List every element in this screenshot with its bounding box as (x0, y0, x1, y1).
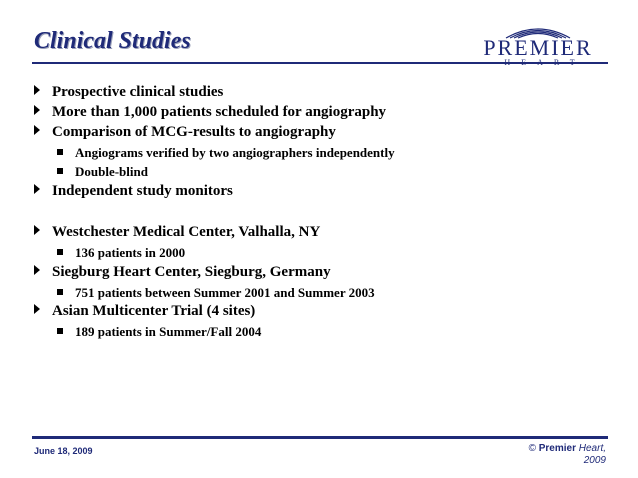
bullet-text: Comparison of MCG-results to angiography (52, 124, 336, 140)
bullet-item (34, 303, 255, 320)
square-bullet-icon (57, 249, 63, 255)
triangle-bullet-icon (34, 265, 40, 275)
bullet-item (34, 124, 336, 141)
footer-copyright (529, 443, 606, 467)
sub-bullet-item (57, 145, 395, 161)
bullet-text: Angiograms verified by two angiographers independently (75, 145, 395, 160)
bullet-text: More than 1,000 patients scheduled for angiography (52, 104, 387, 120)
bullet-item (34, 104, 386, 121)
slide-title: Clinical Studies (34, 28, 191, 54)
triangle-bullet-icon (34, 304, 40, 314)
triangle-bullet-icon (34, 225, 40, 235)
sub-bullet-item (57, 324, 261, 340)
title-divider (32, 62, 608, 64)
bullet-text: 189 patients in Summer/Fall 2004 (75, 324, 262, 339)
triangle-bullet-icon (34, 105, 40, 115)
bullet-text: Siegburg Heart Center, Siegburg, Germany (52, 264, 331, 280)
bullet-text: Asian Multicenter Trial (4 sites) (52, 303, 256, 319)
company-name-bold: Premier (538, 443, 576, 454)
sub-bullet-item (57, 164, 148, 180)
bullet-text: 751 patients between Summer 2001 and Summer 2003 (75, 285, 375, 300)
sub-bullet-item (57, 245, 185, 261)
footer-divider (32, 436, 608, 439)
square-bullet-icon (57, 149, 63, 155)
triangle-bullet-icon (34, 125, 40, 135)
bullet-text: Prospective clinical studies (52, 84, 224, 100)
square-bullet-icon (57, 328, 63, 334)
bullet-item (34, 264, 331, 281)
logo-wordmark: PREMIER (483, 35, 593, 60)
bullet-text: Double-blind (75, 164, 148, 179)
footer-date: June 18, 2009 (34, 446, 93, 456)
copyright-symbol: © (528, 443, 536, 454)
bullet-item (34, 183, 233, 200)
bullet-item (34, 224, 320, 241)
copyright-year: 2009 (583, 455, 606, 466)
sub-bullet-item (57, 285, 375, 301)
bullet-text: Independent study monitors (52, 183, 233, 199)
triangle-bullet-icon (34, 184, 40, 194)
bullet-text: 136 patients in 2000 (75, 245, 186, 260)
triangle-bullet-icon (34, 85, 40, 95)
square-bullet-icon (57, 289, 63, 295)
square-bullet-icon (57, 168, 63, 174)
bullet-item (34, 84, 223, 101)
bullet-text: Westchester Medical Center, Valhalla, NY (52, 224, 321, 240)
company-name-rest: Heart, (578, 443, 606, 454)
